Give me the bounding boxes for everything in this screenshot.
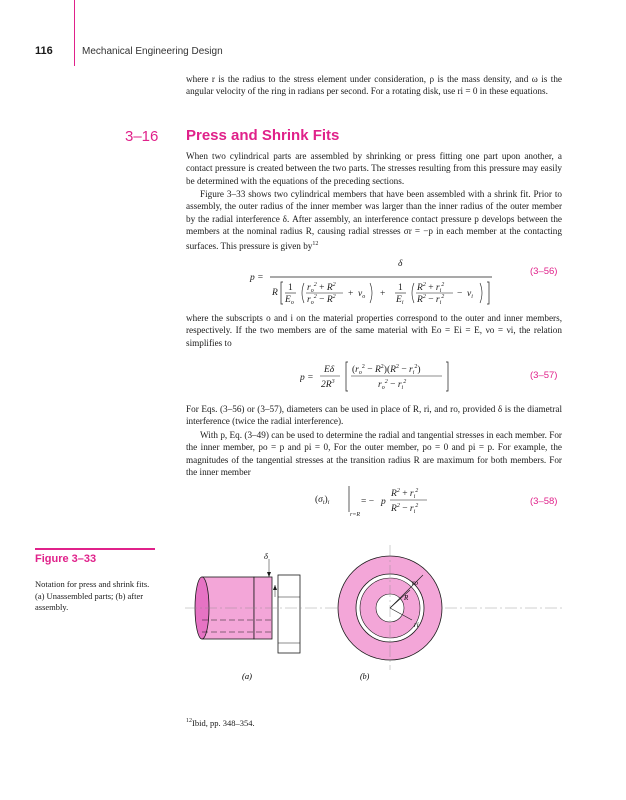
body-paragraph-2: Figure 3–33 shows two cylindrical members that have been assembled with a shrink fit. Prior to assembly, the outer radius of the inner member was larger than the inner radius of the outer member by the radial interference δ. After assembly, an interference contact pressure p develops between the members at the nominal radius R, causing radial stresses σr = −p in each member at the contacting surfaces. This pressure is given $by^{12}$ xyxy=(186,189,562,251)
body-paragraph-5: With p, Eq. (3–49) can be used to determine the radial and tangential stresses in each member. For the inner member, po = p and pi = 0, For the outer member, po = 0 and pi = p. For example, the magnitudes of the tangential stresses at the transition radius R are maximum for both members. For the inner member xyxy=(186,430,562,478)
body-paragraph-4: For Eqs. (3–56) or (3–57), diameters can be used in place of R, ri, and ro, provided δ is the diametral interference (twice the radial interference). xyxy=(186,404,562,427)
section-number: 3–16 xyxy=(125,128,159,145)
svg-text:R2 + ri2: $R^2 + r_i^2$ xyxy=(417,282,445,294)
svg-text:ro2 + R2: $r_o^2 + R^2$ xyxy=(307,282,336,294)
page-number: 116 xyxy=(35,45,53,57)
ro-label: ro xyxy=(412,579,418,587)
footnote: $^{12}$Ibid, pp. 348–354. xyxy=(186,718,255,728)
svg-text:1: 1 xyxy=(398,283,403,293)
svg-text:ro2 − ri2: $r_o^2 - r_i^2$ xyxy=(378,379,407,391)
running-head: Mechanical Engineering Design xyxy=(82,46,223,57)
equation-3-58 xyxy=(315,482,445,522)
footnote-reference: 12 xyxy=(312,240,319,247)
svg-text:Eδ: Eδ xyxy=(324,365,335,375)
svg-text:(ro2 − R2)(R2 − ri2): $(r_o^2 - R^2)(R^2 - r_i^2)$ xyxy=(352,364,421,376)
figure-3-33 xyxy=(180,545,570,685)
header-divider xyxy=(74,0,75,66)
ri-label: ri xyxy=(414,621,419,629)
equation-number-3-56: (3–56) xyxy=(530,266,558,277)
assembled-view xyxy=(338,545,442,670)
svg-text:+: + xyxy=(380,289,386,299)
intro-paragraph: where r is the radius to the stress element under consideration, ρ is the mass density, and ω is the angular velocity of the ring in radians per second. For a rotating disk, use ri = 0 in these equations. xyxy=(186,74,562,97)
svg-text:R2 − ri2: $R^2 - r_i^2$ xyxy=(391,503,419,515)
svg-text:p =: p = xyxy=(300,373,314,383)
R-label: R xyxy=(404,594,409,602)
svg-text:δ: δ xyxy=(398,259,403,269)
svg-text:Eo: $E_o$ xyxy=(285,295,294,305)
equation-number-3-58: (3–58) xyxy=(530,496,558,507)
svg-text:r=R: r=R xyxy=(350,512,361,518)
svg-text:−: − xyxy=(457,289,463,299)
svg-text:= −: = − xyxy=(361,497,375,507)
svg-text:νo: $\nu_o$ xyxy=(358,289,366,300)
svg-text:Ei: $E_i$ xyxy=(396,295,404,305)
svg-text:2R3: $2R^3$ xyxy=(321,379,335,390)
outer-ring-section xyxy=(278,575,300,653)
figure-caption: Notation for press and shrink fits. (a) Unassembled parts; (b) after assembly. xyxy=(35,579,150,612)
svg-text:R: R xyxy=(272,288,278,298)
equation-3-56 xyxy=(240,255,520,305)
svg-text:(σt)i: $(\sigma_t)_i$ xyxy=(315,495,330,506)
body-paragraph-1: When two cylindrical parts are assembled by shrinking or press fitting one part upon another, a contact pressure is created between the two parts. The stresses resulting from this pressure may easily be determined with the equations of the preceding sections. xyxy=(186,151,562,186)
figure-label: Figure 3–33 xyxy=(35,553,97,565)
delta-label: δ xyxy=(264,551,268,561)
svg-text:p: p xyxy=(381,497,386,507)
svg-text:R2 − ri2: $R^2 - r_i^2$ xyxy=(417,294,445,305)
subfigure-a-label: (a) xyxy=(242,671,252,681)
equation-3-57 xyxy=(300,358,480,398)
equation-number-3-57: (3–57) xyxy=(530,370,558,381)
svg-text:R2 + ri2: $R^2 + r_i^2$ xyxy=(391,488,419,500)
subfigure-b-label: (b) xyxy=(360,672,370,681)
body-paragraph-3: where the subscripts o and i on the material properties correspond to the outer and inner members, respectively. If the two members are of the same material with Eo = Ei = E, νo = νi, the relation simplifies to xyxy=(186,313,562,348)
svg-text:1: 1 xyxy=(288,283,293,293)
section-title: Press and Shrink Fits xyxy=(186,127,340,144)
svg-text:ro2 − R2: $r_o^2 - R^2$ xyxy=(307,294,336,305)
figure-accent-bar xyxy=(35,548,155,550)
svg-text:p =: p = xyxy=(250,273,264,283)
svg-text:νi: $\nu_i$ xyxy=(467,289,473,300)
svg-text:+: + xyxy=(348,289,354,299)
